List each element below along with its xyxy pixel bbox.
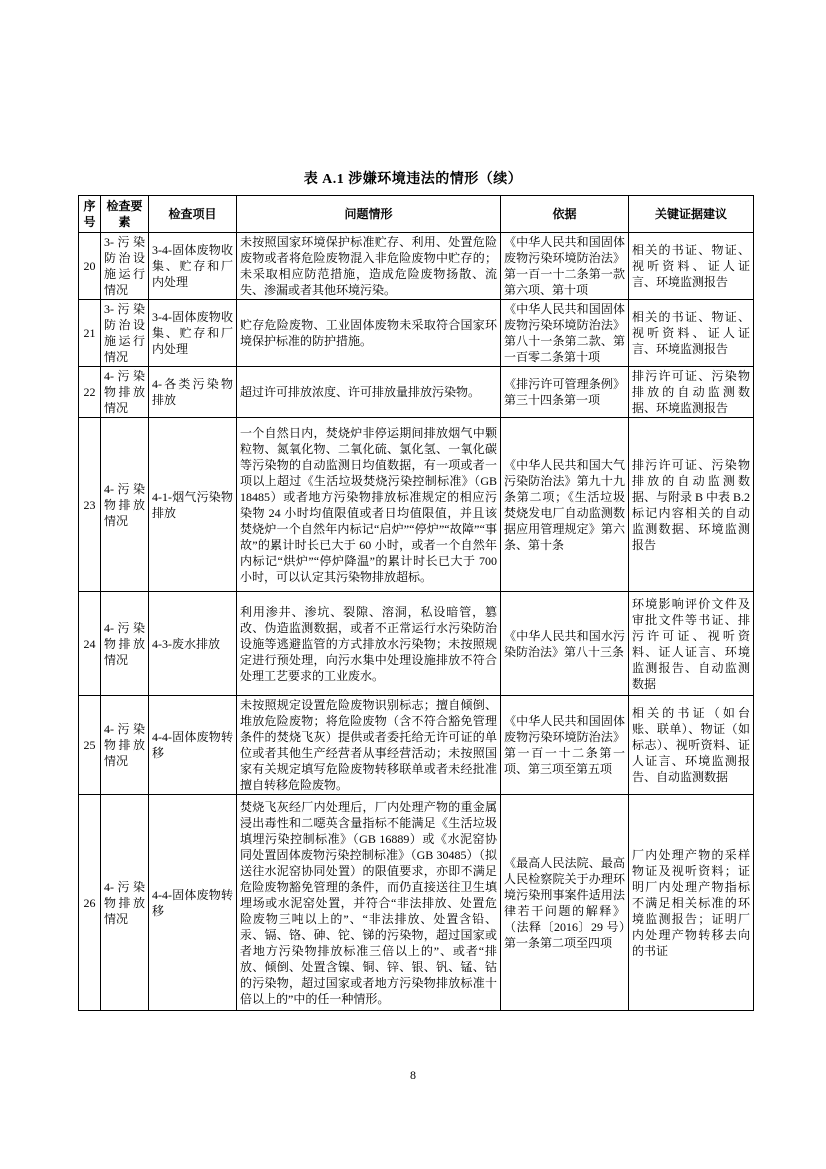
cell-item: 4-1-烟气污染物排放	[149, 418, 237, 592]
page-number: 8	[410, 1068, 416, 1082]
table-row	[79, 696, 754, 795]
table-row	[79, 795, 754, 1011]
cell-evidence: 环境影响评价文件及审批文件等书证、排污许可证、视听资料、证人证言、环境监测报告、自动监测数据	[629, 592, 754, 696]
cell-problem: 未按照规定设置危险废物识别标志；擅自倾倒、堆放危险废物；将危险废物（含不符合豁免管理条件的焚烧飞灰）提供或者委托给无许可证的单位或者其他生产经营者从事经营活动；未按照国家有关规定填写危险废物转移联单或者未经批准擅自转移危险废物。	[237, 696, 501, 795]
cell-basis: 《中华人民共和国固体废物污染环境防治法》第一百一十二条第一项、第三项至第五项	[501, 696, 629, 795]
cell-basis: 《中华人民共和国固体废物污染环境防治法》第一百一十二条第一款第六项、第十项	[501, 233, 629, 300]
column-header-4: 依据	[501, 196, 629, 233]
cell-evidence: 排污许可证、污染物排放的自动监测数据、与附录 B 中表 B.2 标记内容相关的自动监测数据、环境监测报告	[629, 418, 754, 592]
cell-no: 21	[79, 300, 101, 367]
cell-basis: 《中华人民共和国水污染防治法》第八十三条	[501, 592, 629, 696]
cell-element: 4-污染物排放情况	[101, 696, 149, 795]
cell-problem: 超过许可排放浓度、许可排放量排放污染物。	[237, 367, 501, 418]
cell-element: 4-污染物排放情况	[101, 795, 149, 1011]
table-header-row	[79, 196, 754, 233]
cell-basis: 《排污许可管理条例》第三十四条第一项	[501, 367, 629, 418]
cell-evidence: 相关的书证、物证、视听资料、证人证言、环境监测报告	[629, 300, 754, 367]
violations-table	[78, 195, 754, 1011]
table-row	[79, 300, 754, 367]
table-row	[79, 592, 754, 696]
table-row	[79, 233, 754, 300]
cell-no: 24	[79, 592, 101, 696]
column-header-0: 序号	[79, 196, 101, 233]
cell-problem: 焚烧飞灰经厂内处理后，厂内处理产物的重金属浸出毒性和二噁英含量指标不能满足《生活垃圾填埋污染控制标准》（GB 16889）或《水泥窑协同处置固体废物污染控制标准》（GB 30485）（拟送往水泥窑协同处置）的限值要求，亦即不满足危险废物豁免管理的条件，而仍直接送往卫生填埋场或水泥窑处置，并符合“非法排放、处置危险废物三吨以上的”、“非法排放、处置含铅、汞、镉、铬、砷、铊、锑的污染物，超过国家或者地方污染物排放标准三倍以上的”、或者“排放、倾倒、处置含镍、铜、锌、银、钒、锰、钴的污染物，超过国家或者地方污染物排放标准十倍以上的”中的任一种情形。	[237, 795, 501, 1011]
cell-element: 4-污染物排放情况	[101, 418, 149, 592]
column-header-1: 检查要素	[101, 196, 149, 233]
cell-basis: 《最高人民法院、最高人民检察院关于办理环境污染刑事案件适用法律若干问题的解释》（法释〔2016〕29 号）第一条第二项至四项	[501, 795, 629, 1011]
cell-no: 22	[79, 367, 101, 418]
cell-element: 4-污染物排放情况	[101, 592, 149, 696]
column-header-2: 检查项目	[149, 196, 237, 233]
cell-problem: 利用渗井、渗坑、裂隙、溶洞，私设暗管，篡改、伪造监测数据，或者不正常运行水污染防治设施等逃避监管的方式排放水污染物；未按照规定进行预处理，向污水集中处理设施排放不符合处理工艺要求的工业废水。	[237, 592, 501, 696]
cell-no: 23	[79, 418, 101, 592]
cell-item: 4-3-废水排放	[149, 592, 237, 696]
table-row	[79, 418, 754, 592]
cell-no: 26	[79, 795, 101, 1011]
cell-element: 3-污染防治设施运行情况	[101, 300, 149, 367]
cell-item: 3-4-固体废物收集、贮存和厂内处理	[149, 300, 237, 367]
cell-no: 25	[79, 696, 101, 795]
cell-basis: 《中华人民共和国固体废物污染环境防治法》第八十一条第二款、第一百零二条第十项	[501, 300, 629, 367]
cell-problem: 贮存危险废物、工业固体废物未采取符合国家环境保护标准的防护措施。	[237, 300, 501, 367]
cell-evidence: 排污许可证、污染物排放的自动监测数据、环境监测报告	[629, 367, 754, 418]
table-title: 表 A.1 涉嫌环境违法的情形（续）	[303, 172, 523, 187]
cell-evidence: 相关的书证（如台账、联单）、物证（如标志）、视听资料、证人证言、环境监测报告、自动监测数据	[629, 696, 754, 795]
cell-evidence: 相关的书证、物证、视听资料、证人证言、环境监测报告	[629, 233, 754, 300]
cell-item: 4-4-固体废物转移	[149, 696, 237, 795]
column-header-5: 关键证据建议	[629, 196, 754, 233]
cell-element: 4-污染物排放情况	[101, 367, 149, 418]
cell-basis: 《中华人民共和国大气污染防治法》第九十九条第二项；《生活垃圾焚烧发电厂自动监测数据应用管理规定》第六条、第十条	[501, 418, 629, 592]
cell-item: 3-4-固体废物收集、贮存和厂内处理	[149, 233, 237, 300]
cell-problem: 一个自然日内，焚烧炉非停运期间排放烟气中颗粒物、氮氧化物、二氧化硫、氯化氢、一氧化碳等污染物的自动监测日均值数据，有一项或者一项以上超过《生活垃圾焚烧污染控制标准》（GB 18485）或者地方污染物排放标准规定的相应污染物 24 小时均值限值或者日均值限值，并且该焚烧炉一个自然年内标记“启炉”“停炉”“故障”“事故”的累计时长已大于 60 小时，或者一个自然年内标记“烘炉”“停炉降温”的累计时长已大于 700 小时，可以认定其污染物排放超标。	[237, 418, 501, 592]
cell-element: 3-污染防治设施运行情况	[101, 233, 149, 300]
cell-item: 4-4-固体废物转移	[149, 795, 237, 1011]
table-row	[79, 367, 754, 418]
cell-problem: 未按照国家环境保护标准贮存、利用、处置危险废物或者将危险废物混入非危险废物中贮存的；未采取相应防范措施，造成危险废物扬散、流失、渗漏或者其他环境污染。	[237, 233, 501, 300]
cell-no: 20	[79, 233, 101, 300]
column-header-3: 问题情形	[237, 196, 501, 233]
cell-evidence: 厂内处理产物的采样物证及视听资料；证明厂内处理产物指标不满足相关标准的环境监测报告；证明厂内处理产物转移去向的书证	[629, 795, 754, 1011]
cell-item: 4-各类污染物排放	[149, 367, 237, 418]
